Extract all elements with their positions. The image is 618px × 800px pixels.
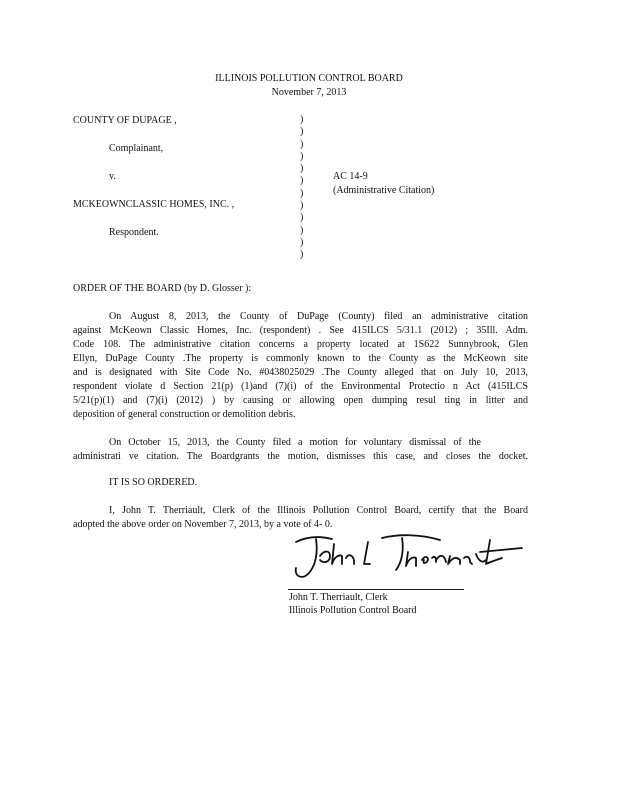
caption-paren: )	[300, 138, 304, 150]
clerk-title: Illinois Pollution Control Board	[289, 605, 417, 616]
complainant-name: COUNTY OF DUPAGE ,	[73, 115, 177, 126]
respondent-role: Respondent.	[109, 227, 159, 238]
order-date: November 7, 2013	[271, 87, 347, 98]
caption-paren: )	[300, 200, 304, 212]
case-number: AC 14-9	[333, 171, 368, 182]
caption-paren: )	[300, 126, 304, 138]
certification-line: I, John T. Therriault, Clerk of the Illinois Pollution Control Board, certify that the Board	[109, 505, 528, 516]
agency-heading: ILLINOIS POLLUTION CONTROL BOARD	[215, 73, 403, 84]
versus: v.	[109, 171, 116, 182]
certification-line: adopted the above order on November 7, 2013, by a vote of 4- 0.	[73, 519, 333, 530]
so-ordered: IT IS SO ORDERED.	[109, 477, 198, 488]
clerk-name: John T. Therriault, Clerk	[289, 592, 388, 603]
caption-paren: )	[300, 175, 304, 187]
signature-line	[288, 589, 464, 590]
caption-parentheses	[300, 114, 303, 262]
caption-paren: )	[300, 187, 304, 199]
paragraph1-line: On August 8, 2013, the County of DuPage (County) filed an administrative citation	[109, 311, 528, 322]
handwritten-signature	[290, 530, 530, 584]
caption-paren: )	[300, 163, 304, 175]
respondent-name: MCKEOWNCLASSIC HOMES, INC. ,	[73, 199, 235, 210]
paragraph1-line: deposition of general construction or demolition debris.	[73, 409, 296, 420]
paragraph1-line: 5/21(p)(1) and (7)(i) (2012) ) by causing or allowing open dumping resul ting in litter and	[73, 395, 528, 406]
caption-paren: )	[300, 224, 304, 236]
paragraph1-line: and is designated with Site Code No. #0438025029 .The County alleged that on July 10, 2013,	[73, 367, 528, 378]
caption-paren: )	[300, 212, 304, 224]
paragraph2-line: administrati ve citation. The Boardgrants the motion, dismisses this case, and closes the docket.	[73, 451, 528, 462]
case-type: (Administrative Citation)	[333, 185, 435, 196]
paragraph1-line: respondent violate d Section 21(p) (1)and (7)(i) of the Environmental Protectio n Act (415ILCS	[73, 381, 528, 392]
paragraph1-line: against McKeown Classic Homes, Inc. (respondent) . See 415ILCS 5/31.1 (2012) ; 35Ill. Adm.	[73, 325, 528, 336]
paragraph1-line: Ellyn, DuPage County .The property is commonly known to the County as the McKeown site	[73, 353, 528, 364]
paragraph1-line: Code 108. The administrative citation concerns a property located at 1S622 Sunnybrook, Glen	[73, 339, 528, 350]
caption-paren: )	[300, 249, 304, 261]
order-heading: ORDER OF THE BOARD (by D. Glosser ):	[73, 283, 252, 294]
caption-paren: )	[300, 114, 304, 125]
caption-paren: )	[300, 150, 304, 162]
paragraph2-line: On October 15, 2013, the County filed a motion for voluntary dismissal of the	[109, 437, 481, 448]
complainant-role: Complainant,	[109, 143, 164, 154]
caption-paren: )	[300, 236, 304, 248]
